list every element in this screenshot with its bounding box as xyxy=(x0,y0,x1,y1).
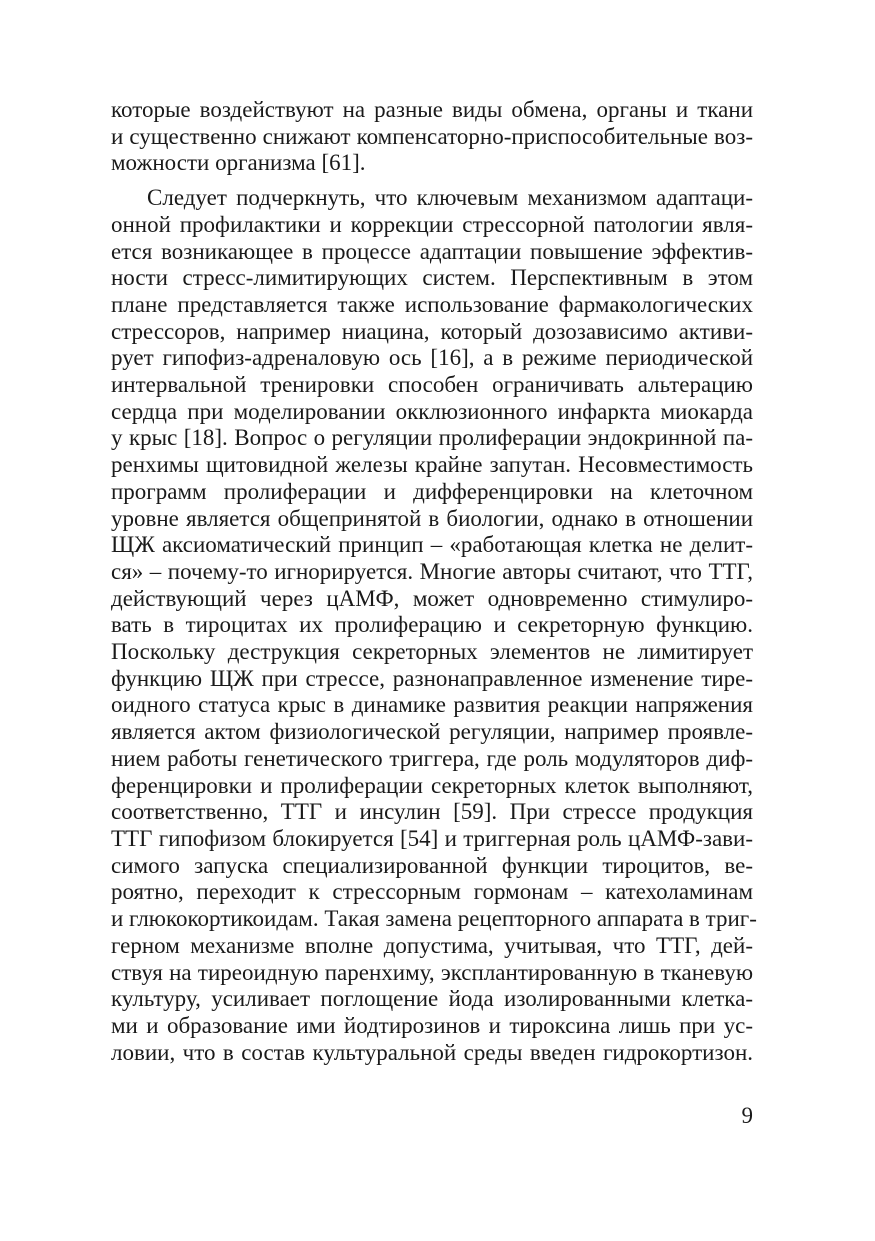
text-line: уровне является общепринятой в биологии, однако в отношении xyxy=(111,505,753,531)
text-line: ЩЖ аксиоматический принцип – «работающая клетка не делит- xyxy=(111,532,753,558)
text-line: интервальной тренировки способен ограничивать альтерацию xyxy=(111,372,753,398)
text-line: можности организма [61]. xyxy=(111,150,366,176)
text-line: действующий через цАМФ, может одновременно стимулиро- xyxy=(111,585,753,611)
text-line: рует гипофиз-адреналовую ось [16], а в режиме периодической xyxy=(111,345,753,371)
text-line: культуру, усиливает поглощение йода изолированными клетка- xyxy=(111,986,753,1012)
text-line: нием работы генетического триггера, где роль модуляторов диф- xyxy=(111,745,753,771)
text-line: ференцировки и пролиферации секреторных клеток выполняют, xyxy=(111,772,753,798)
text-line: роятно, переходит к стрессорным гормонам – катехоламинам xyxy=(111,879,753,905)
page-number: 9 xyxy=(741,1103,753,1128)
text-line: ся» – почему-то игнорируется. Многие авторы считают, что ТТГ, xyxy=(111,558,753,584)
page-body xyxy=(111,97,757,1066)
text-line: ТТГ гипофизом блокируется [54] и триггерная роль цАМФ-зави- xyxy=(111,825,753,851)
text-line: которые воздействуют на разные виды обмена, органы и ткани xyxy=(111,97,753,122)
text-line: стрессоров, например ниацина, который дозозависимо активи- xyxy=(111,318,753,344)
text-line: Следует подчеркнуть, что ключевым механизмом адаптаци- xyxy=(147,185,753,211)
text-line: ности стресс-лимитирующих систем. Перспективным в этом xyxy=(111,265,753,291)
text-line: сердца при моделировании окклюзионного инфаркта миокарда xyxy=(111,398,753,424)
text-line: герном механизме вполне допустима, учитывая, что ТТГ, дей- xyxy=(111,932,753,958)
text-line: ствуя на тиреоидную паренхиму, эксплантированную в тканевую xyxy=(111,959,753,985)
text-line: онной профилактики и коррекции стрессорной патологии явля- xyxy=(111,211,753,237)
text-line: ловии, что в состав культуральной среды введен гидрокортизон. xyxy=(111,1039,753,1065)
text-line: и существенно снижают компенсаторно-приспособительные воз- xyxy=(111,123,753,149)
text-line: соответственно, ТТГ и инсулин [59]. При стрессе продукция xyxy=(111,799,753,825)
text-line: симого запуска специализированной функции тироцитов, ве- xyxy=(111,852,753,878)
text-line: ми и образование ими йодтирозинов и тироксина лишь при ус- xyxy=(111,1012,753,1038)
text-line: программ пролиферации и дифференцировки на клеточном xyxy=(111,478,753,504)
text-line: Поскольку деструкция секреторных элементов не лимитирует xyxy=(111,639,753,665)
text-line: плане представляется также использование фармакологических xyxy=(111,291,753,317)
text-line: является актом физиологической регуляции, например проявле- xyxy=(111,719,753,745)
text-line: оидного статуса крыс в динамике развития реакции напряжения xyxy=(111,692,753,718)
text-line: вать в тироцитах их пролиферацию и секреторную функцию. xyxy=(111,612,753,638)
text-line: и глюкокортикоидам. Такая замена рецепторного аппарата в триг- xyxy=(111,906,757,932)
text-line: у крыс [18]. Вопрос о регуляции пролиферации эндокринной па- xyxy=(111,425,753,451)
text-line: ренхимы щитовидной железы крайне запутан. Несовместимость xyxy=(111,452,753,478)
paragraph-2 xyxy=(111,185,757,1066)
text-line: ется возникающее в процессе адаптации повышение эффектив- xyxy=(111,238,753,264)
text-line: функцию ЩЖ при стрессе, разнонаправленное изменение тире- xyxy=(111,665,753,691)
paragraph-1 xyxy=(111,97,753,177)
